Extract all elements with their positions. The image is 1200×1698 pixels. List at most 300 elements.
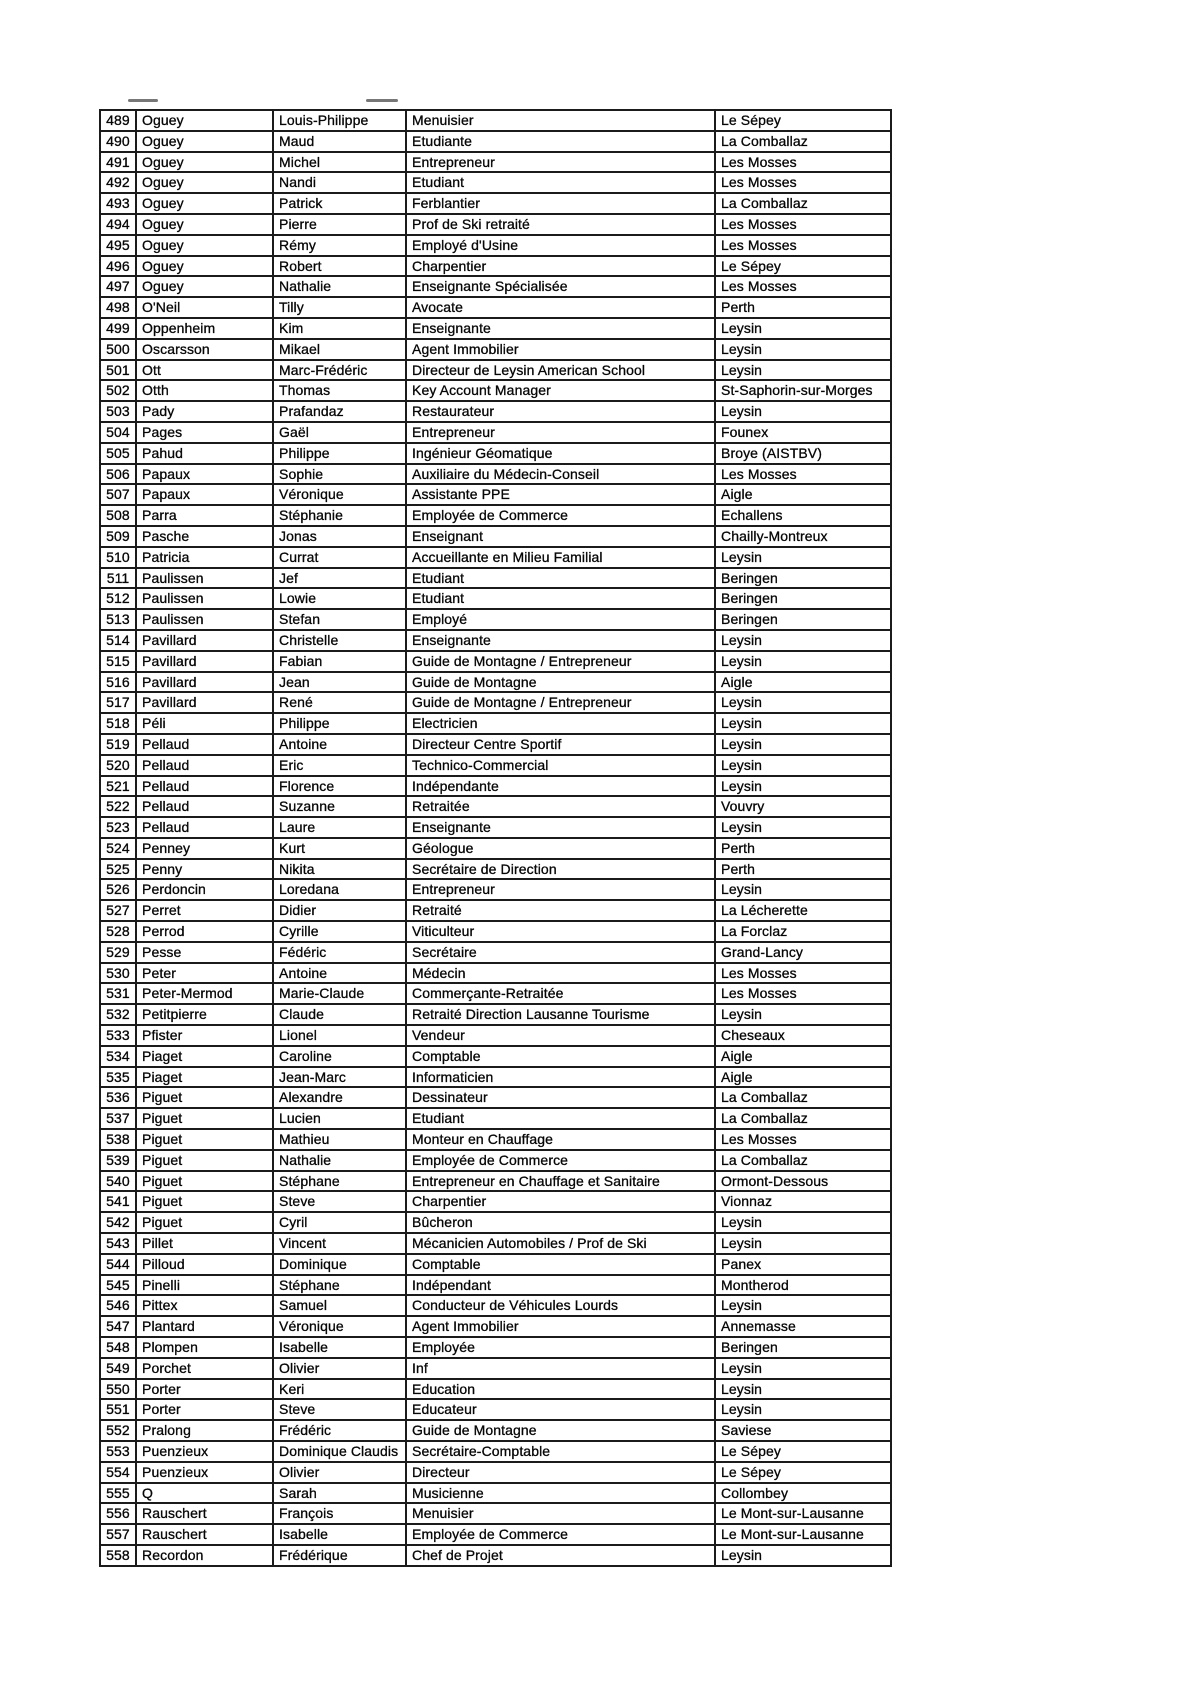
locality-cell: Chailly-Montreux: [715, 526, 891, 547]
last-name-cell: Oguey: [136, 193, 273, 214]
locality-cell: Le Sépey: [715, 1441, 891, 1462]
first-name-cell: Fabian: [273, 651, 406, 672]
row-number: 522: [100, 796, 136, 817]
table-row: [100, 1046, 891, 1067]
first-name-cell: Antoine: [273, 734, 406, 755]
first-name-cell: Véronique: [273, 484, 406, 505]
scan-artifact: [128, 99, 158, 102]
last-name-cell: Penney: [136, 838, 273, 859]
table-row: [100, 443, 891, 464]
table-row: [100, 1503, 891, 1524]
row-number: 524: [100, 838, 136, 859]
table-row: [100, 963, 891, 984]
row-number: 498: [100, 297, 136, 318]
table-row: [100, 1441, 891, 1462]
locality-cell: Leysin: [715, 755, 891, 776]
row-number: 555: [100, 1483, 136, 1504]
last-name-cell: Oguey: [136, 131, 273, 152]
profession-cell: Enseignante: [406, 630, 715, 651]
first-name-cell: Lionel: [273, 1025, 406, 1046]
table-row: [100, 380, 891, 401]
first-name-cell: Kim: [273, 318, 406, 339]
profession-cell: Accueillante en Milieu Familial: [406, 547, 715, 568]
last-name-cell: Peter-Mermod: [136, 983, 273, 1004]
last-name-cell: Piguet: [136, 1108, 273, 1129]
first-name-cell: Mathieu: [273, 1129, 406, 1150]
last-name-cell: Piaget: [136, 1067, 273, 1088]
last-name-cell: Puenzieux: [136, 1462, 273, 1483]
first-name-cell: Lucien: [273, 1108, 406, 1129]
profession-cell: Monteur en Chauffage: [406, 1129, 715, 1150]
row-number: 496: [100, 256, 136, 277]
table-row: [100, 1462, 891, 1483]
row-number: 557: [100, 1524, 136, 1545]
first-name-cell: Prafandaz: [273, 401, 406, 422]
profession-cell: Commerçante-Retraitée: [406, 983, 715, 1004]
locality-cell: Leysin: [715, 1212, 891, 1233]
table-row: [100, 776, 891, 797]
last-name-cell: Plompen: [136, 1337, 273, 1358]
profession-cell: Informaticien: [406, 1067, 715, 1088]
first-name-cell: Thomas: [273, 380, 406, 401]
last-name-cell: Pellaud: [136, 776, 273, 797]
locality-cell: La Comballaz: [715, 1087, 891, 1108]
last-name-cell: Recordon: [136, 1545, 273, 1566]
locality-cell: Cheseaux: [715, 1025, 891, 1046]
locality-cell: Beringen: [715, 609, 891, 630]
table-row: [100, 755, 891, 776]
locality-cell: Beringen: [715, 588, 891, 609]
profession-cell: Indépendante: [406, 776, 715, 797]
table-row: [100, 1545, 891, 1566]
table-row: [100, 692, 891, 713]
table-row: [100, 817, 891, 838]
row-number: 523: [100, 817, 136, 838]
profession-cell: Employée de Commerce: [406, 505, 715, 526]
profession-cell: Technico-Commercial: [406, 755, 715, 776]
scan-artifact: [366, 99, 398, 102]
first-name-cell: Jean-Marc: [273, 1067, 406, 1088]
profession-cell: Retraité Direction Lausanne Tourisme: [406, 1004, 715, 1025]
table-row: [100, 609, 891, 630]
last-name-cell: Oguey: [136, 235, 273, 256]
table-row: [100, 214, 891, 235]
row-number: 527: [100, 900, 136, 921]
table-row: [100, 318, 891, 339]
first-name-cell: Olivier: [273, 1462, 406, 1483]
locality-cell: Leysin: [715, 1295, 891, 1316]
table-row: [100, 547, 891, 568]
profession-cell: Enseignant: [406, 526, 715, 547]
profession-cell: Enseignante: [406, 817, 715, 838]
last-name-cell: Perret: [136, 900, 273, 921]
locality-cell: Leysin: [715, 630, 891, 651]
locality-cell: Leysin: [715, 734, 891, 755]
row-number: 525: [100, 859, 136, 880]
first-name-cell: Antoine: [273, 963, 406, 984]
locality-cell: La Comballaz: [715, 131, 891, 152]
row-number: 530: [100, 963, 136, 984]
profession-cell: Secrétaire: [406, 942, 715, 963]
locality-cell: Leysin: [715, 1399, 891, 1420]
last-name-cell: Pillet: [136, 1233, 273, 1254]
last-name-cell: Pasche: [136, 526, 273, 547]
first-name-cell: Philippe: [273, 713, 406, 734]
first-name-cell: Dominique Claudis: [273, 1441, 406, 1462]
profession-cell: Employée: [406, 1337, 715, 1358]
profession-cell: Assistante PPE: [406, 484, 715, 505]
row-number: 546: [100, 1295, 136, 1316]
locality-cell: Le Mont-sur-Lausanne: [715, 1524, 891, 1545]
row-number: 494: [100, 214, 136, 235]
last-name-cell: Porchet: [136, 1358, 273, 1379]
last-name-cell: Papaux: [136, 464, 273, 485]
locality-cell: Les Mosses: [715, 983, 891, 1004]
row-number: 551: [100, 1399, 136, 1420]
row-number: 554: [100, 1462, 136, 1483]
table-row: [100, 672, 891, 693]
profession-cell: Retraité: [406, 900, 715, 921]
locality-cell: Vouvry: [715, 796, 891, 817]
profession-cell: Etudiant: [406, 172, 715, 193]
row-number: 534: [100, 1046, 136, 1067]
locality-cell: Leysin: [715, 879, 891, 900]
last-name-cell: Oguey: [136, 214, 273, 235]
row-number: 499: [100, 318, 136, 339]
row-number: 553: [100, 1441, 136, 1462]
profession-cell: Retraitée: [406, 796, 715, 817]
row-number: 526: [100, 879, 136, 900]
profession-cell: Etudiant: [406, 568, 715, 589]
row-number: 512: [100, 588, 136, 609]
profession-cell: Comptable: [406, 1254, 715, 1275]
locality-cell: Leysin: [715, 651, 891, 672]
locality-cell: Leysin: [715, 547, 891, 568]
table-row: [100, 1129, 891, 1150]
profession-cell: Agent Immobilier: [406, 339, 715, 360]
row-number: 547: [100, 1316, 136, 1337]
table-row: [100, 1337, 891, 1358]
table-row: [100, 1150, 891, 1171]
first-name-cell: Stéphane: [273, 1171, 406, 1192]
profession-cell: Ferblantier: [406, 193, 715, 214]
first-name-cell: Currat: [273, 547, 406, 568]
row-number: 510: [100, 547, 136, 568]
row-number: 504: [100, 422, 136, 443]
last-name-cell: Perrod: [136, 921, 273, 942]
last-name-cell: Oppenheim: [136, 318, 273, 339]
last-name-cell: Piguet: [136, 1171, 273, 1192]
last-name-cell: Penny: [136, 859, 273, 880]
table-body: [100, 110, 891, 1566]
first-name-cell: Marie-Claude: [273, 983, 406, 1004]
profession-cell: Restaurateur: [406, 401, 715, 422]
table-row: [100, 630, 891, 651]
profession-cell: Géologue: [406, 838, 715, 859]
first-name-cell: Cyril: [273, 1212, 406, 1233]
table-row: [100, 1233, 891, 1254]
table-row: [100, 193, 891, 214]
row-number: 536: [100, 1087, 136, 1108]
table-row: [100, 297, 891, 318]
row-number: 516: [100, 672, 136, 693]
locality-cell: La Comballaz: [715, 1108, 891, 1129]
table-row: [100, 152, 891, 173]
first-name-cell: Eric: [273, 755, 406, 776]
table-row: [100, 859, 891, 880]
table-row: [100, 734, 891, 755]
table-row: [100, 1087, 891, 1108]
profession-cell: Etudiante: [406, 131, 715, 152]
profession-cell: Comptable: [406, 1046, 715, 1067]
row-number: 502: [100, 380, 136, 401]
table-row: [100, 588, 891, 609]
profession-cell: Etudiant: [406, 588, 715, 609]
last-name-cell: Pfister: [136, 1025, 273, 1046]
profession-cell: Auxiliaire du Médecin-Conseil: [406, 464, 715, 485]
last-name-cell: Pahud: [136, 443, 273, 464]
table-row: [100, 1067, 891, 1088]
last-name-cell: Pages: [136, 422, 273, 443]
first-name-cell: René: [273, 692, 406, 713]
first-name-cell: Rémy: [273, 235, 406, 256]
first-name-cell: Keri: [273, 1379, 406, 1400]
locality-cell: St-Saphorin-sur-Morges: [715, 380, 891, 401]
last-name-cell: Pellaud: [136, 796, 273, 817]
first-name-cell: Philippe: [273, 443, 406, 464]
row-number: 490: [100, 131, 136, 152]
profession-cell: Inf: [406, 1358, 715, 1379]
first-name-cell: Patrick: [273, 193, 406, 214]
first-name-cell: Tilly: [273, 297, 406, 318]
locality-cell: Les Mosses: [715, 172, 891, 193]
row-number: 503: [100, 401, 136, 422]
table-row: [100, 838, 891, 859]
row-number: 542: [100, 1212, 136, 1233]
first-name-cell: Loredana: [273, 879, 406, 900]
row-number: 538: [100, 1129, 136, 1150]
row-number: 535: [100, 1067, 136, 1088]
first-name-cell: Jef: [273, 568, 406, 589]
locality-cell: Leysin: [715, 817, 891, 838]
locality-cell: Collombey: [715, 1483, 891, 1504]
first-name-cell: Caroline: [273, 1046, 406, 1067]
profession-cell: Entrepreneur: [406, 879, 715, 900]
row-number: 514: [100, 630, 136, 651]
locality-cell: Leysin: [715, 318, 891, 339]
profession-cell: Conducteur de Véhicules Lourds: [406, 1295, 715, 1316]
row-number: 497: [100, 276, 136, 297]
last-name-cell: Pinelli: [136, 1275, 273, 1296]
profession-cell: Menuisier: [406, 1503, 715, 1524]
profession-cell: Charpentier: [406, 256, 715, 277]
last-name-cell: Piguet: [136, 1150, 273, 1171]
first-name-cell: Pierre: [273, 214, 406, 235]
table-row: [100, 900, 891, 921]
last-name-cell: Piguet: [136, 1212, 273, 1233]
locality-cell: Grand-Lancy: [715, 942, 891, 963]
locality-cell: La Forclaz: [715, 921, 891, 942]
table-row: [100, 942, 891, 963]
locality-cell: Leysin: [715, 713, 891, 734]
first-name-cell: Steve: [273, 1191, 406, 1212]
profession-cell: Education: [406, 1379, 715, 1400]
first-name-cell: Nikita: [273, 859, 406, 880]
locality-cell: Les Mosses: [715, 1129, 891, 1150]
row-number: 521: [100, 776, 136, 797]
first-name-cell: Stéphane: [273, 1275, 406, 1296]
last-name-cell: Oscarsson: [136, 339, 273, 360]
profession-cell: Employé: [406, 609, 715, 630]
last-name-cell: Oguey: [136, 110, 273, 131]
profession-cell: Vendeur: [406, 1025, 715, 1046]
profession-cell: Indépendant: [406, 1275, 715, 1296]
locality-cell: Leysin: [715, 1004, 891, 1025]
locality-cell: Les Mosses: [715, 152, 891, 173]
row-number: 541: [100, 1191, 136, 1212]
last-name-cell: Piguet: [136, 1129, 273, 1150]
row-number: 517: [100, 692, 136, 713]
table-row: [100, 1212, 891, 1233]
last-name-cell: Rauschert: [136, 1524, 273, 1545]
last-name-cell: Pavillard: [136, 692, 273, 713]
row-number: 511: [100, 568, 136, 589]
profession-cell: Educateur: [406, 1399, 715, 1420]
locality-cell: Les Mosses: [715, 214, 891, 235]
row-number: 558: [100, 1545, 136, 1566]
first-name-cell: Suzanne: [273, 796, 406, 817]
first-name-cell: Florence: [273, 776, 406, 797]
first-name-cell: Maud: [273, 131, 406, 152]
table-row: [100, 1379, 891, 1400]
table-row: [100, 401, 891, 422]
profession-cell: Avocate: [406, 297, 715, 318]
table-row: [100, 1524, 891, 1545]
row-number: 532: [100, 1004, 136, 1025]
table-row: [100, 1171, 891, 1192]
first-name-cell: Frédérique: [273, 1545, 406, 1566]
row-number: 531: [100, 983, 136, 1004]
locality-cell: Aigle: [715, 484, 891, 505]
table-row: [100, 568, 891, 589]
first-name-cell: Lowie: [273, 588, 406, 609]
last-name-cell: Pellaud: [136, 817, 273, 838]
table-row: [100, 921, 891, 942]
table-row: [100, 1191, 891, 1212]
locality-cell: Beringen: [715, 568, 891, 589]
table-row: [100, 422, 891, 443]
last-name-cell: Papaux: [136, 484, 273, 505]
row-number: 552: [100, 1420, 136, 1441]
last-name-cell: Paulissen: [136, 609, 273, 630]
profession-cell: Viticulteur: [406, 921, 715, 942]
profession-cell: Directeur Centre Sportif: [406, 734, 715, 755]
last-name-cell: Pralong: [136, 1420, 273, 1441]
first-name-cell: François: [273, 1503, 406, 1524]
locality-cell: Le Sépey: [715, 256, 891, 277]
row-number: 528: [100, 921, 136, 942]
locality-cell: Perth: [715, 859, 891, 880]
locality-cell: Saviese: [715, 1420, 891, 1441]
first-name-cell: Olivier: [273, 1358, 406, 1379]
locality-cell: Aigle: [715, 672, 891, 693]
table-row: [100, 484, 891, 505]
locality-cell: Le Mont-sur-Lausanne: [715, 1503, 891, 1524]
last-name-cell: Pavillard: [136, 672, 273, 693]
last-name-cell: Oguey: [136, 172, 273, 193]
locality-cell: Aigle: [715, 1067, 891, 1088]
last-name-cell: Plantard: [136, 1316, 273, 1337]
table-row: [100, 1108, 891, 1129]
profession-cell: Directeur: [406, 1462, 715, 1483]
row-number: 549: [100, 1358, 136, 1379]
table-row: [100, 360, 891, 381]
profession-cell: Entrepreneur: [406, 422, 715, 443]
locality-cell: Echallens: [715, 505, 891, 526]
locality-cell: Les Mosses: [715, 235, 891, 256]
row-number: 548: [100, 1337, 136, 1358]
locality-cell: Montherod: [715, 1275, 891, 1296]
last-name-cell: Pavillard: [136, 630, 273, 651]
first-name-cell: Marc-Frédéric: [273, 360, 406, 381]
profession-cell: Guide de Montagne / Entrepreneur: [406, 651, 715, 672]
locality-cell: Le Sépey: [715, 1462, 891, 1483]
table-row: [100, 796, 891, 817]
row-number: 500: [100, 339, 136, 360]
profession-cell: Bûcheron: [406, 1212, 715, 1233]
table-row: [100, 879, 891, 900]
first-name-cell: Fédéric: [273, 942, 406, 963]
profession-cell: Mécanicien Automobiles / Prof de Ski: [406, 1233, 715, 1254]
locality-cell: Les Mosses: [715, 963, 891, 984]
locality-cell: La Lécherette: [715, 900, 891, 921]
residents-table: [99, 109, 892, 1567]
profession-cell: Guide de Montagne: [406, 672, 715, 693]
locality-cell: Leysin: [715, 339, 891, 360]
row-number: 489: [100, 110, 136, 131]
table-row: [100, 505, 891, 526]
locality-cell: Leysin: [715, 1233, 891, 1254]
locality-cell: La Comballaz: [715, 1150, 891, 1171]
table-row: [100, 1275, 891, 1296]
table-row: [100, 1025, 891, 1046]
profession-cell: Ingénieur Géomatique: [406, 443, 715, 464]
row-number: 550: [100, 1379, 136, 1400]
profession-cell: Prof de Ski retraité: [406, 214, 715, 235]
profession-cell: Médecin: [406, 963, 715, 984]
first-name-cell: Mikael: [273, 339, 406, 360]
table-row: [100, 1254, 891, 1275]
first-name-cell: Louis-Philippe: [273, 110, 406, 131]
profession-cell: Enseignante Spécialisée: [406, 276, 715, 297]
first-name-cell: Isabelle: [273, 1337, 406, 1358]
row-number: 537: [100, 1108, 136, 1129]
row-number: 539: [100, 1150, 136, 1171]
locality-cell: Ormont-Dessous: [715, 1171, 891, 1192]
profession-cell: Entrepreneur en Chauffage et Sanitaire: [406, 1171, 715, 1192]
profession-cell: Etudiant: [406, 1108, 715, 1129]
row-number: 520: [100, 755, 136, 776]
row-number: 540: [100, 1171, 136, 1192]
locality-cell: Beringen: [715, 1337, 891, 1358]
locality-cell: Leysin: [715, 360, 891, 381]
profession-cell: Secrétaire-Comptable: [406, 1441, 715, 1462]
profession-cell: Chef de Projet: [406, 1545, 715, 1566]
first-name-cell: Jonas: [273, 526, 406, 547]
first-name-cell: Vincent: [273, 1233, 406, 1254]
row-number: 543: [100, 1233, 136, 1254]
first-name-cell: Robert: [273, 256, 406, 277]
